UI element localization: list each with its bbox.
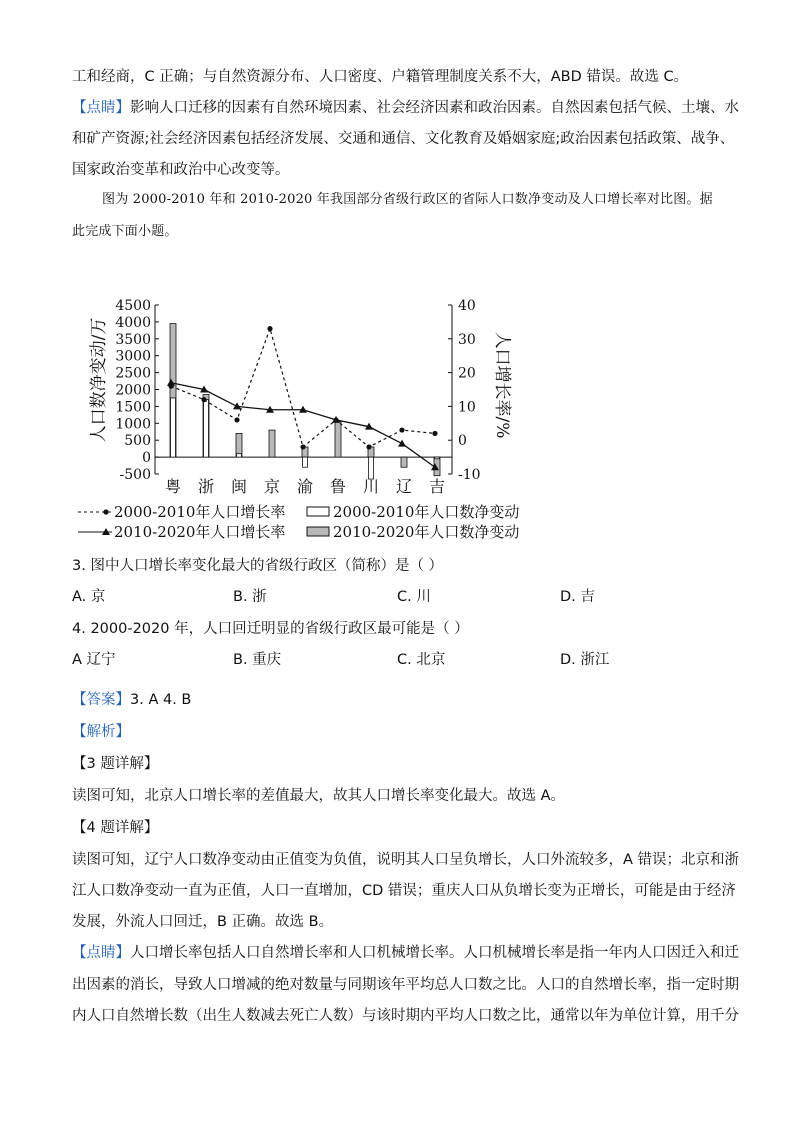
answer-line	[72, 690, 191, 710]
point-2000-2010	[366, 444, 371, 449]
bar-2000-2010	[369, 457, 374, 479]
legend-swatch-dot	[103, 509, 108, 514]
q3-option-b: B. 浙	[233, 589, 267, 605]
note-text: 影响人口迁移的因素有自然环境因素、社会经济因素和政治因素。自然因素包括气候、土壤、水	[130, 100, 739, 116]
detail-4-line-2: 江人口数净变动一直为正值，人口一直增加，CD 错误；重庆人口从负增长变为正增长，可能是由于经济	[72, 883, 736, 899]
prev-answer-line: 工和经商，C 正确；与自然资源分布、人口密度、户籍管理制度关系不大，ABD 错误。故选 C。	[72, 69, 689, 85]
point-2000-2010	[399, 427, 404, 432]
legend-label: 2010-2020年人口数净变动	[333, 523, 520, 541]
q4-option-b: B. 重庆	[233, 652, 282, 668]
point-2000-2010	[201, 397, 206, 402]
category-label: 鲁	[329, 477, 347, 496]
bar-2000-2010	[204, 400, 209, 457]
point-2010-2020	[398, 440, 406, 447]
legend-label: 2000-2010年人口增长率	[114, 503, 286, 521]
detail-3-text: 读图可知，北京人口增长率的差值最大，故其人口增长率变化最大。故选 A。	[72, 788, 566, 804]
category-label: 闽	[230, 477, 248, 496]
final-note-tag: 【点睛】	[72, 945, 130, 961]
q4-option-d: D. 浙江	[560, 652, 610, 668]
final-note-line-1	[72, 943, 739, 963]
category-label: 川	[362, 477, 380, 496]
category-label: 渝	[296, 477, 314, 496]
final-note-line-2: 出因素的消长，导致人口增减的绝对数量与同期该年平均总人口数之比。人口的自然增长率，指一定时期	[72, 977, 739, 993]
left-tick-label: 0	[142, 450, 151, 467]
left-tick-label: 4000	[115, 314, 151, 331]
intro-line-2: 此完成下面小题。	[72, 224, 178, 239]
question-3-stem: 3. 图中人口增长率变化最大的省级行政区（简称）是（ ）	[72, 558, 444, 574]
note-tag: 【点睛】	[72, 100, 130, 116]
q3-option-c: C. 川	[397, 589, 431, 605]
population-chart	[0, 0, 794, 560]
category-label: 吉	[428, 477, 446, 496]
category-label: 浙	[197, 477, 215, 496]
point-2000-2010	[300, 444, 305, 449]
right-tick-label: 0	[458, 433, 467, 450]
point-2010-2020	[233, 402, 241, 409]
category-label: 辽	[395, 477, 413, 496]
answer-tag: 【答案】	[72, 692, 130, 708]
q4-option-c: C. 北京	[397, 652, 446, 668]
legend-label: 2000-2010年人口数净变动	[333, 503, 520, 521]
right-tick-label: 40	[458, 298, 476, 314]
legend-swatch-box	[307, 507, 329, 516]
answer-text: 3. A 4. B	[130, 692, 192, 708]
left-tick-label: 3000	[115, 348, 151, 365]
right-tick-label: 20	[458, 365, 476, 382]
legend-label: 2010-2020年人口增长率	[114, 523, 286, 541]
q4-option-a: A 辽宁	[72, 652, 116, 668]
point-2000-2010	[432, 431, 437, 436]
final-note-text: 人口增长率包括人口自然增长率和人口机械增长率。人口机械增长率是指一年内人口因迁入和迁	[130, 945, 739, 961]
right-tick-label: -10	[458, 467, 481, 483]
detail-4-line-3: 发展，外流人口回迁，B 正确。故选 B。	[72, 914, 334, 930]
category-label: 京	[263, 477, 281, 496]
bar-2000-2010	[435, 457, 440, 459]
prev-note-line-3: 国家政治变革和政治中心改变等。	[72, 162, 290, 178]
left-tick-label: 4500	[115, 298, 151, 314]
legend-swatch-box	[307, 527, 329, 536]
left-tick-label: 500	[124, 433, 151, 450]
point-2000-2010	[234, 417, 239, 422]
final-note-line-3: 内人口自然增长数（出生人数减去死亡人数）与该时期内平均人口数之比，通常以年为单位计算，用千分	[72, 1008, 739, 1024]
left-tick-label: 2500	[115, 365, 151, 382]
detail-4-title: 【4 题详解】	[72, 820, 159, 836]
line-2000-2010	[171, 329, 435, 447]
right-tick-label: 30	[458, 331, 476, 348]
left-tick-label: -500	[119, 467, 151, 483]
right-axis-title: 人口增长率/%	[492, 331, 512, 439]
question-4-stem: 4. 2000-2020 年，人口回迁明显的省级行政区最可能是（ ）	[72, 621, 469, 637]
point-2000-2010	[267, 326, 272, 331]
bar-2010-2020	[269, 430, 275, 457]
bar-2010-2020	[335, 422, 341, 457]
bar-2000-2010	[237, 454, 242, 457]
left-tick-label: 1000	[115, 416, 151, 433]
left-tick-label: 1500	[115, 399, 151, 416]
detail-3-title: 【3 题详解】	[72, 756, 159, 772]
bar-2000-2010	[171, 398, 176, 457]
left-axis-title: 人口数净变动/万	[89, 317, 109, 443]
q3-option-d: D. 吉	[560, 589, 595, 605]
q3-option-a: A. 京	[72, 589, 106, 605]
bar-2010-2020	[401, 457, 407, 467]
intro-line-1: 图为 2000-2010 年和 2010-2020 年我国部分省级行政区的省际人口数净变动及人口增长率对比图。据	[102, 192, 713, 207]
left-tick-label: 3500	[115, 331, 151, 348]
right-tick-label: 10	[458, 399, 476, 416]
detail-4-line-1: 读图可知，辽宁人口数净变动由正值变为负值，说明其人口呈负增长，人口外流较多，A 错误；北京和浙	[72, 852, 740, 868]
category-label: 粤	[164, 477, 182, 496]
left-tick-label: 2000	[115, 382, 151, 399]
analysis-tag: 【解析】	[72, 724, 130, 740]
prev-note-line-2: 和矿产资源;社会经济因素包括经济发展、交通和通信、文化教育及婚姻家庭;政治因素包括政策、战争、	[72, 131, 735, 147]
bar-2000-2010	[303, 457, 308, 467]
